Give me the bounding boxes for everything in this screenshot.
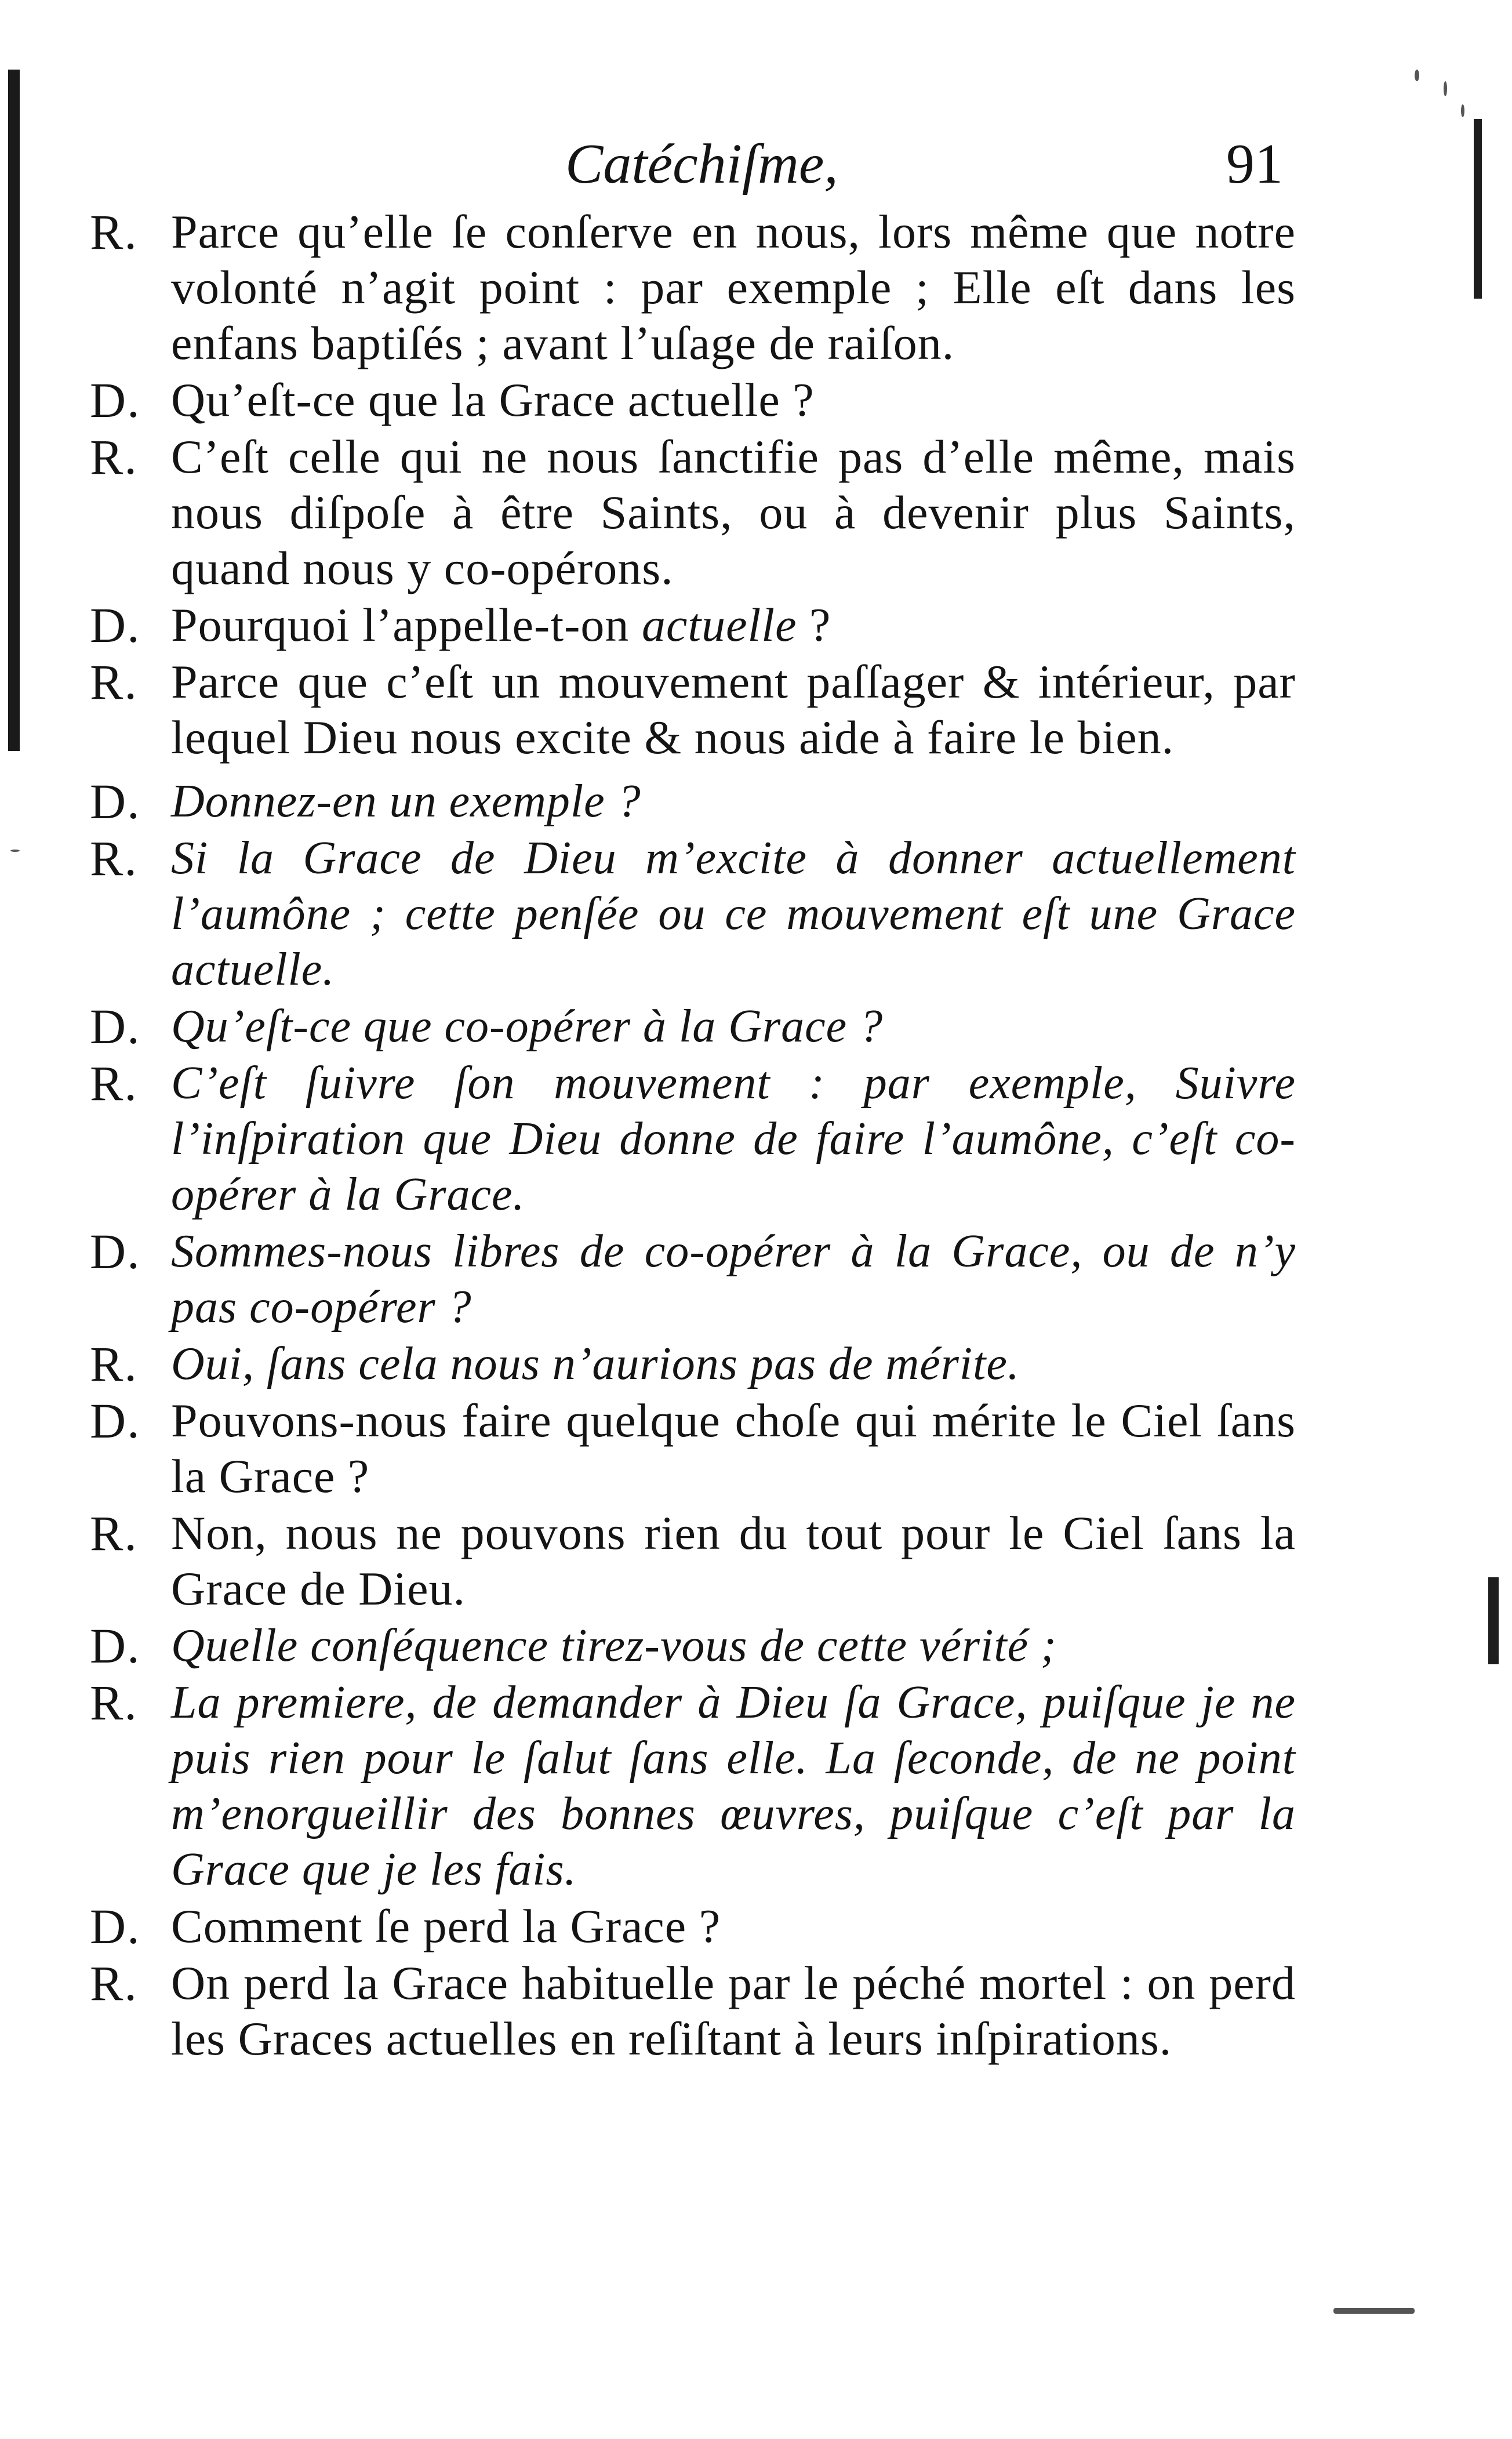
scan-speck bbox=[1333, 2308, 1415, 2314]
question-text: Comment ſe perd la Grace ? bbox=[171, 1900, 721, 1952]
answer-entry bbox=[90, 1055, 1296, 1222]
scan-edge-shadow-right-middle bbox=[1488, 1577, 1499, 1664]
answer-entry bbox=[90, 1675, 1296, 1897]
question-label: D. bbox=[90, 999, 141, 1054]
scan-speck bbox=[10, 850, 20, 852]
answer-label: R. bbox=[90, 429, 138, 485]
answer-text: Parce que c’eſt un mouvement paſſager & intérieur, par lequel Dieu nous excite & nous aide à faire le bien. bbox=[171, 655, 1296, 764]
question-text: Quelle conſéquence tirez-vous de cette vérité ; bbox=[171, 1620, 1057, 1671]
answer-text: Non, nous ne pouvons rien du tout pour le Ciel ſans la Grace de Dieu. bbox=[171, 1507, 1296, 1615]
question-entry bbox=[90, 372, 1296, 428]
answer-label: R. bbox=[90, 830, 138, 886]
question-entry bbox=[90, 597, 1296, 653]
question-entry bbox=[90, 999, 1296, 1054]
answer-entry bbox=[90, 1336, 1296, 1392]
answer-label: R. bbox=[90, 1675, 138, 1730]
question-label: D. bbox=[90, 372, 141, 428]
question-entry bbox=[90, 1899, 1296, 1954]
question-label: D. bbox=[90, 1224, 141, 1279]
answer-text: La premiere, de demander à Dieu ſa Grace, puiſque je ne puis rien pour le ſalut ſans elle. La ſeconde, de ne point m’enorgueillir des bonnes œuvres, puiſque c’eſt par la Grace que je les fais. bbox=[171, 1677, 1296, 1895]
question-entry bbox=[90, 1618, 1296, 1674]
answer-entry bbox=[90, 1955, 1296, 2067]
question-label: D. bbox=[90, 1899, 141, 1954]
scan-speck bbox=[1444, 81, 1447, 96]
answer-text: Oui, ſans cela nous n’aurions pas de mérite. bbox=[171, 1338, 1020, 1389]
question-entry bbox=[90, 774, 1296, 829]
answer-text: Si la Grace de Dieu m’excite à donner actuellement l’aumône ; cette penſée ou ce mouvement eſt une Grace actuelle. bbox=[171, 833, 1296, 995]
answer-entry bbox=[90, 654, 1296, 765]
answer-label: R. bbox=[90, 1505, 138, 1561]
answer-text: Parce qu’elle ſe conſerve en nous, lors même que notre volonté n’agit point : par exemple ; Elle eſt dans les enfans baptiſés ; avant l’uſage de raiſon. bbox=[171, 205, 1296, 369]
scan-speck bbox=[1415, 70, 1419, 81]
answer-label: R. bbox=[90, 204, 138, 260]
question-entry bbox=[90, 1393, 1296, 1504]
question-label: D. bbox=[90, 774, 141, 829]
question-text-end: ? bbox=[797, 598, 831, 651]
question-entry bbox=[90, 1224, 1296, 1335]
catechism-text bbox=[90, 204, 1296, 2067]
answer-text: C’eſt celle qui ne nous ſanctifie pas d’elle même, mais nous diſpoſe à être Saints, ou à devenir plus Saints, quand nous y co-opérons. bbox=[171, 430, 1296, 594]
answer-entry bbox=[90, 1505, 1296, 1617]
scan-speck bbox=[1461, 104, 1464, 117]
answer-label: R. bbox=[90, 1955, 138, 2011]
question-text: Donnez-en un exemple ? bbox=[171, 776, 641, 827]
answer-text: C’eſt ſuivre ſon mouvement : par exemple, Suivre l’inſpiration que Dieu donne de faire l’aumône, c’eſt co-opérer à la Grace. bbox=[171, 1058, 1296, 1220]
answer-label: R. bbox=[90, 654, 138, 710]
answer-label: R. bbox=[90, 1336, 138, 1392]
question-label: D. bbox=[90, 1618, 141, 1674]
page-number: 91 bbox=[1226, 133, 1283, 195]
italic-term: actuelle bbox=[641, 598, 797, 651]
question-text bbox=[171, 597, 1296, 653]
question-label: D. bbox=[90, 597, 141, 653]
answer-label: R. bbox=[90, 1055, 138, 1111]
answer-entry bbox=[90, 204, 1296, 371]
question-text: Qu’eſt-ce que co-opérer à la Grace ? bbox=[171, 1001, 884, 1052]
answer-entry bbox=[90, 429, 1296, 596]
question-text: Pouvons-nous faire quelque choſe qui mérite le Ciel ſans la Grace ? bbox=[171, 1394, 1296, 1502]
running-title: Catéchiſme, bbox=[565, 133, 838, 195]
page-header bbox=[0, 126, 1512, 202]
question-text: Qu’eſt-ce que la Grace actuelle ? bbox=[171, 373, 815, 426]
question-label: D. bbox=[90, 1393, 141, 1449]
answer-entry bbox=[90, 830, 1296, 997]
answer-text: On perd la Grace habituelle par le péché mortel : on perd les Graces actuelles en reſiſtant à leurs inſpirations. bbox=[171, 1957, 1296, 2065]
question-text: Sommes-nous libres de co-opérer à la Grace, ou de n’y pas co-opérer ? bbox=[171, 1226, 1296, 1333]
question-text-start: Pourquoi l’appelle-t-on bbox=[171, 598, 642, 651]
